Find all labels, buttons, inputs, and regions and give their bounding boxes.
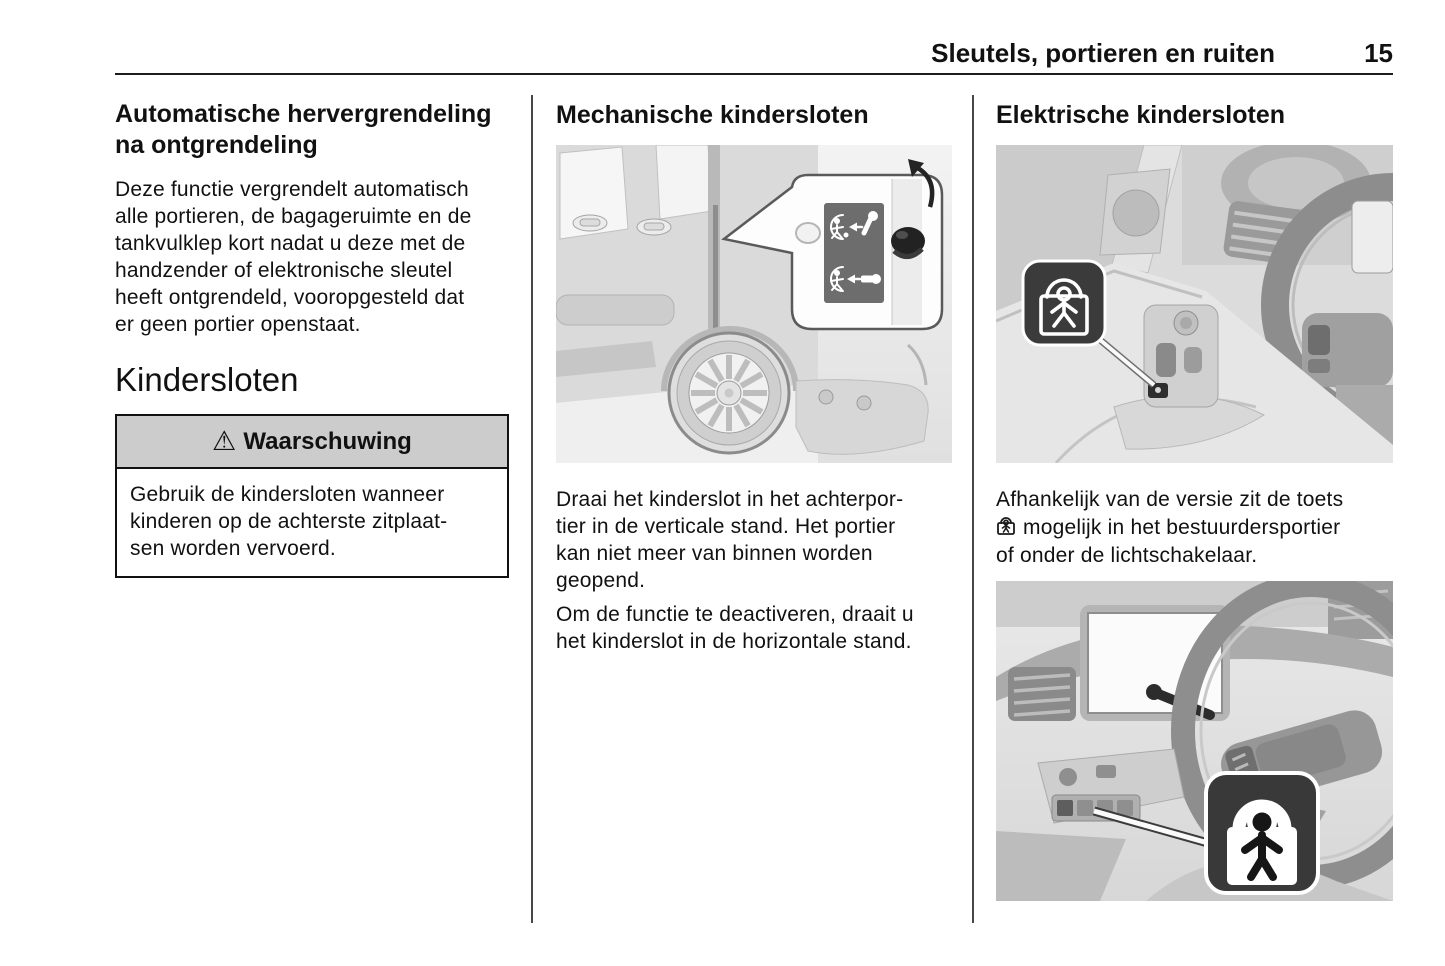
child-lock-badge [1023,261,1105,345]
section-heading-kindersloten: Kindersloten [115,361,299,398]
page-title: Sleutels, portieren en ruiten [931,38,1275,68]
paragraph-mech-1: Draai het kinderslot in het achterpor- tier in de verticale stand. Het portier kan niet meer van binnen worden geopend. [556,488,904,592]
warning-box [115,414,509,578]
window-switch-panel [1144,305,1218,407]
heading-mechanical-childlocks: Mechanische kindersloten [556,101,869,129]
heading-auto-relock: Automatische hervergrendeling na ontgrendeling [115,100,492,159]
paragraph-auto-relock: Deze functie vergrendelt automatisch alle portieren, de bagageruimte en de tankvulklep kort nadat u deze met de handzender of elektronische sleutel heeft ontgrendeld, vooropgesteld dat er geen portier openstaat. [115,178,472,336]
paragraph-electric: Afhankelijk van de versie zit de toets mogelijk in het bestuurdersportier of onder de lichtschakelaar. [996,488,1344,567]
mechanical-childlock-figure [556,145,952,463]
page-number: 15 [1364,38,1393,68]
heading-electric-childlocks: Elektrische kindersloten [996,101,1286,129]
electric-childlock-dash-figure [996,581,1393,901]
column-divider-left [531,95,533,923]
warning-box-header [117,416,507,469]
dashboard-illustration [996,581,1393,901]
side-vent [1008,667,1076,721]
paragraph-mech-2: Om de functie te deactiveren, draait u het kinderslot in de horizontale stand. [556,603,914,653]
rear-wheel [669,333,789,453]
van-rear-illustration [556,145,952,463]
child-lock-badge [1206,773,1318,893]
electric-childlock-door-figure [996,145,1393,463]
child-lock-symbol-icon [996,513,1016,542]
header-rule [115,73,1393,75]
warning-box-body: Gebruik de kindersloten wanneer kinderen op de achterste zitplaat- sen worden vervoerd. [130,483,448,560]
warning-icon: ⚠ [212,426,237,457]
child-lock-icon [1227,806,1297,885]
warning-title: Waarschuwing [243,427,412,455]
door-interior-illustration [996,145,1393,463]
column-divider-right [972,95,974,923]
childlock-button [1057,800,1073,816]
childlock-knob [891,227,925,257]
